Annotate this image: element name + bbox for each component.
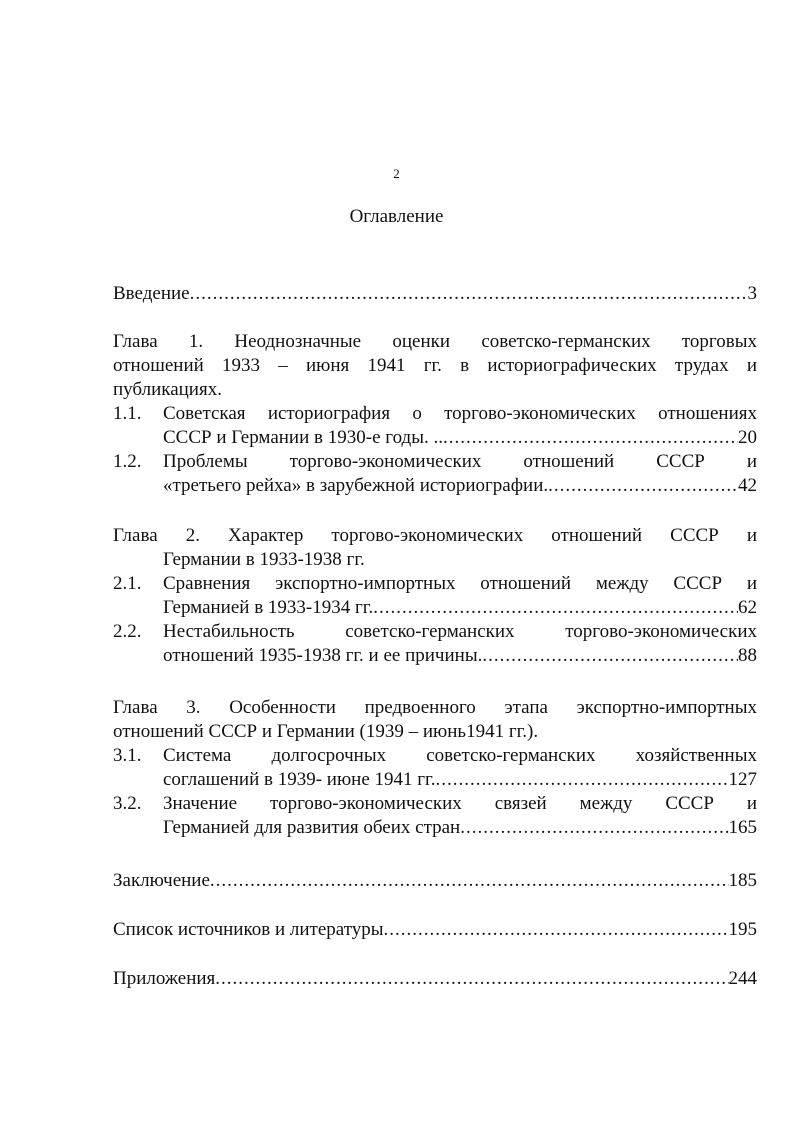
section-title-line: Нестабильность советско-германских торгово-экономических (163, 621, 757, 642)
dot-leader (460, 816, 728, 840)
toc-entry-label: Приложения (113, 968, 216, 989)
dot-leader (482, 644, 738, 668)
toc-page-number: 195 (728, 919, 757, 940)
section-title-line: Значение торгово-экономических связей между СССР и (163, 793, 757, 814)
section-number: 3.2. (113, 793, 142, 814)
section-title-line: Сравнения экспортно-импортных отношений между СССР и (163, 573, 757, 594)
toc-entry-conclusion (113, 869, 757, 893)
section-title-line: Советская историография о торгово-экономических отношениях (163, 403, 757, 424)
toc-section-1-1 (113, 402, 757, 450)
dot-leader (215, 967, 728, 991)
section-number: 3.1. (113, 745, 142, 766)
toc-entry-label: Заключение (113, 870, 210, 891)
section-title-line: «третьего рейха» в зарубежной историографии. (163, 475, 549, 496)
dot-leader (384, 918, 729, 942)
chapter-title-line: Глава 3. Особенности предвоенного этапа экспортно-импортных (113, 697, 757, 718)
section-title-line: Проблемы торгово-экономических отношений СССР и (163, 451, 757, 472)
dot-leader (210, 869, 729, 893)
toc-entry-appendix (113, 967, 757, 991)
toc-page-number: 62 (738, 597, 757, 618)
section-title-line: соглашений в 1939- июне 1941 гг. (163, 769, 436, 790)
dot-leader (443, 426, 738, 450)
toc-page-number: 42 (738, 475, 757, 496)
toc-entry-label: Список источников и литературы (113, 919, 384, 940)
dot-leader (373, 596, 738, 620)
toc-page-number: 165 (728, 817, 757, 838)
section-title-line: отношений 1935-1938 гг. и ее причины. (163, 645, 483, 666)
dot-leader (548, 474, 738, 498)
toc-section-3-1 (113, 744, 757, 792)
section-title-line: Германией в 1933-1934 гг. (163, 597, 374, 618)
chapter-title-line: отношений 1933 – июня 1941 гг. в историографических трудах и (113, 355, 757, 376)
section-number: 2.2. (113, 621, 142, 642)
chapter-title-line: Глава 2. Характер торгово-экономических отношений СССР и (113, 525, 757, 546)
toc-page-number: 127 (728, 769, 757, 790)
section-title-line: Система долгосрочных советско-германских хозяйственных (163, 745, 757, 766)
toc-section-3-2 (113, 792, 757, 840)
toc-section-2-1 (113, 572, 757, 620)
section-number: 1.1. (113, 403, 142, 424)
toc-entry-label: Введение (113, 283, 190, 304)
section-number: 1.2. (113, 451, 142, 472)
toc-page-number: 3 (747, 283, 757, 304)
section-title-line: СССР и Германии в 1930-е годы. .. (163, 427, 443, 448)
toc-entry-intro (113, 282, 757, 306)
dot-leader (435, 768, 728, 792)
toc-page-number: 185 (728, 870, 757, 891)
dot-leader (190, 282, 748, 306)
toc-chapter-3 (113, 696, 757, 840)
toc-page-number: 244 (728, 968, 757, 989)
section-number: 2.1. (113, 573, 142, 594)
toc-chapter-1 (113, 330, 757, 498)
toc-section-2-2 (113, 620, 757, 668)
toc-entry-sources (113, 918, 757, 942)
section-title-line: Германией для развития обеих стран (163, 817, 461, 838)
toc-page-number: 88 (738, 645, 757, 666)
chapter-title-line: Германии в 1933-1938 гг. (163, 549, 365, 570)
chapter-title-line: Глава 1. Неоднозначные оценки советско-германских торговых (113, 331, 757, 352)
chapter-title-line: публикациях. (113, 379, 222, 400)
toc-page-number: 20 (738, 427, 757, 448)
page-number: 2 (393, 166, 400, 181)
toc-section-1-2 (113, 450, 757, 498)
page-title: Оглавление (349, 206, 444, 227)
toc-chapter-2 (113, 524, 757, 668)
chapter-title-line: отношений СССР и Германии (1939 – июнь1941 гг.). (113, 721, 539, 742)
